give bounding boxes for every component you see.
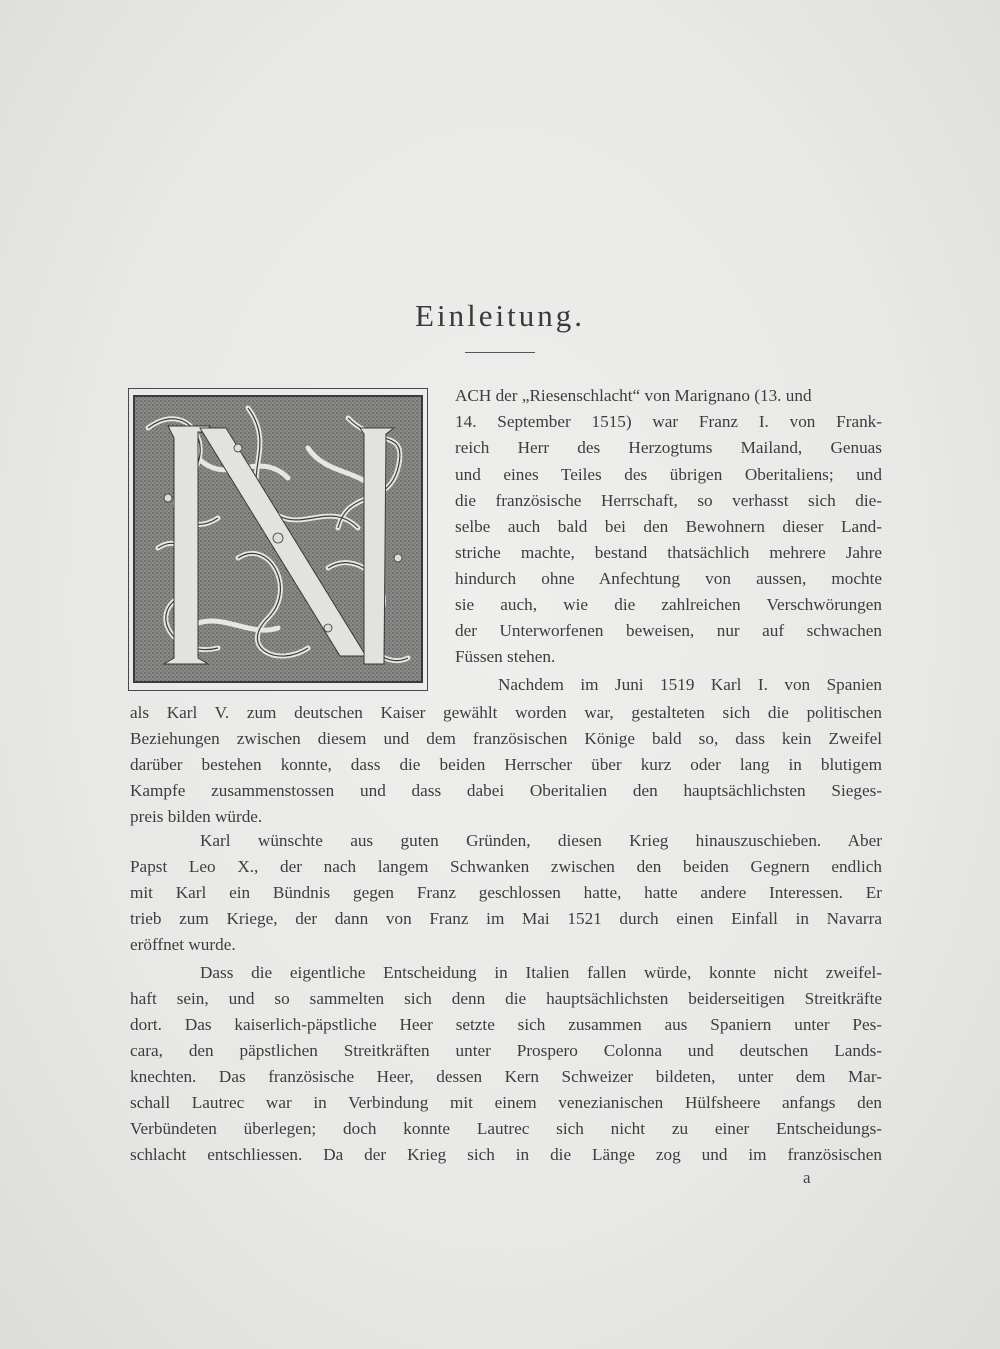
text-line: Füssen stehen. — [455, 647, 556, 666]
text-line: schall Lautrec war in Verbindung mit einem venezianischen Hülfsheere anfangs den — [130, 1093, 882, 1112]
title-rule — [465, 352, 535, 353]
decorated-initial-letter — [128, 388, 428, 691]
text-line: trieb zum Kriege, der dann von Franz im Mai 1521 durch einen Einfall in Navarra — [130, 909, 882, 928]
text-line: Kampfe zusammenstossen und dass dabei Oberitalien den hauptsächlichsten Sieges- — [130, 781, 882, 800]
text-line: dort. Das kaiserlich-päpstliche Heer setzte sich zusammen aus Spaniern unter Pes- — [130, 1015, 882, 1034]
text-line: die französische Herrschaft, so verhasst sich die- — [455, 491, 882, 510]
text-line: hindurch ohne Anfechtung von aussen, mochte — [455, 569, 882, 588]
text-line: ACH der „Riesenschlacht“ von Marignano (13. und — [455, 386, 812, 405]
text-line: preis bilden würde. — [130, 807, 263, 826]
page-title: Einleitung. — [415, 298, 585, 333]
text-line: Karl wünschte aus guten Gründen, diesen Krieg hinauszuschieben. Aber — [200, 831, 882, 850]
text-line: knechten. Das französische Heer, dessen Kern Schweizer bildeten, unter dem Mar- — [130, 1067, 882, 1086]
text-line: reich Herr des Herzogtums Mailand, Genuas — [455, 438, 882, 457]
text-line: der Unterworfenen beweisen, nur auf schwachen — [455, 621, 882, 640]
text-line: mit Karl ein Bündnis gegen Franz geschlossen hatte, hatte andere Interessen. Er — [130, 883, 882, 902]
text-line: darüber bestehen konnte, dass die beiden Herrscher über kurz oder lang in blutigem — [130, 755, 882, 774]
text-line: 14. September 1515) war Franz I. von Frank- — [455, 412, 882, 431]
text-line: schlacht entschliessen. Da der Krieg sich in die Länge zog und im französischen — [130, 1145, 882, 1164]
text-line: Verbündeten überlegen; doch konnte Lautrec sich nicht zu einer Entscheidungs- — [130, 1119, 882, 1138]
text-line: Beziehungen zwischen diesem und dem französischen Könige bald so, dass kein Zweifel — [130, 729, 882, 748]
signature-mark: a — [803, 1168, 811, 1187]
text-line: striche machte, bestand thatsächlich mehrere Jahre — [455, 543, 882, 562]
text-line: Dass die eigentliche Entscheidung in Italien fallen würde, konnte nicht zweifel- — [200, 963, 882, 982]
text-line: eröffnet wurde. — [130, 935, 236, 954]
text-line: sie auch, wie die zahlreichen Verschwörungen — [455, 595, 882, 614]
text-line: cara, den päpstlichen Streitkräften unter Prospero Colonna und deutschen Lands- — [130, 1041, 882, 1060]
text-line: als Karl V. zum deutschen Kaiser gewählt worden war, gestalteten sich die politischen — [130, 703, 882, 722]
text-line: Nachdem im Juni 1519 Karl I. von Spanien — [498, 675, 882, 694]
text-line: haft sein, und so sammelten sich denn die hauptsächlichsten beiderseitigen Streitkräfte — [130, 989, 882, 1008]
text-line: Papst Leo X., der nach langem Schwanken zwischen den beiden Gegnern endlich — [130, 857, 882, 876]
text-line: selbe auch bald bei den Bewohnern dieser Land- — [455, 517, 882, 536]
text-line: und eines Teiles des übrigen Oberitaliens; und — [455, 465, 882, 484]
